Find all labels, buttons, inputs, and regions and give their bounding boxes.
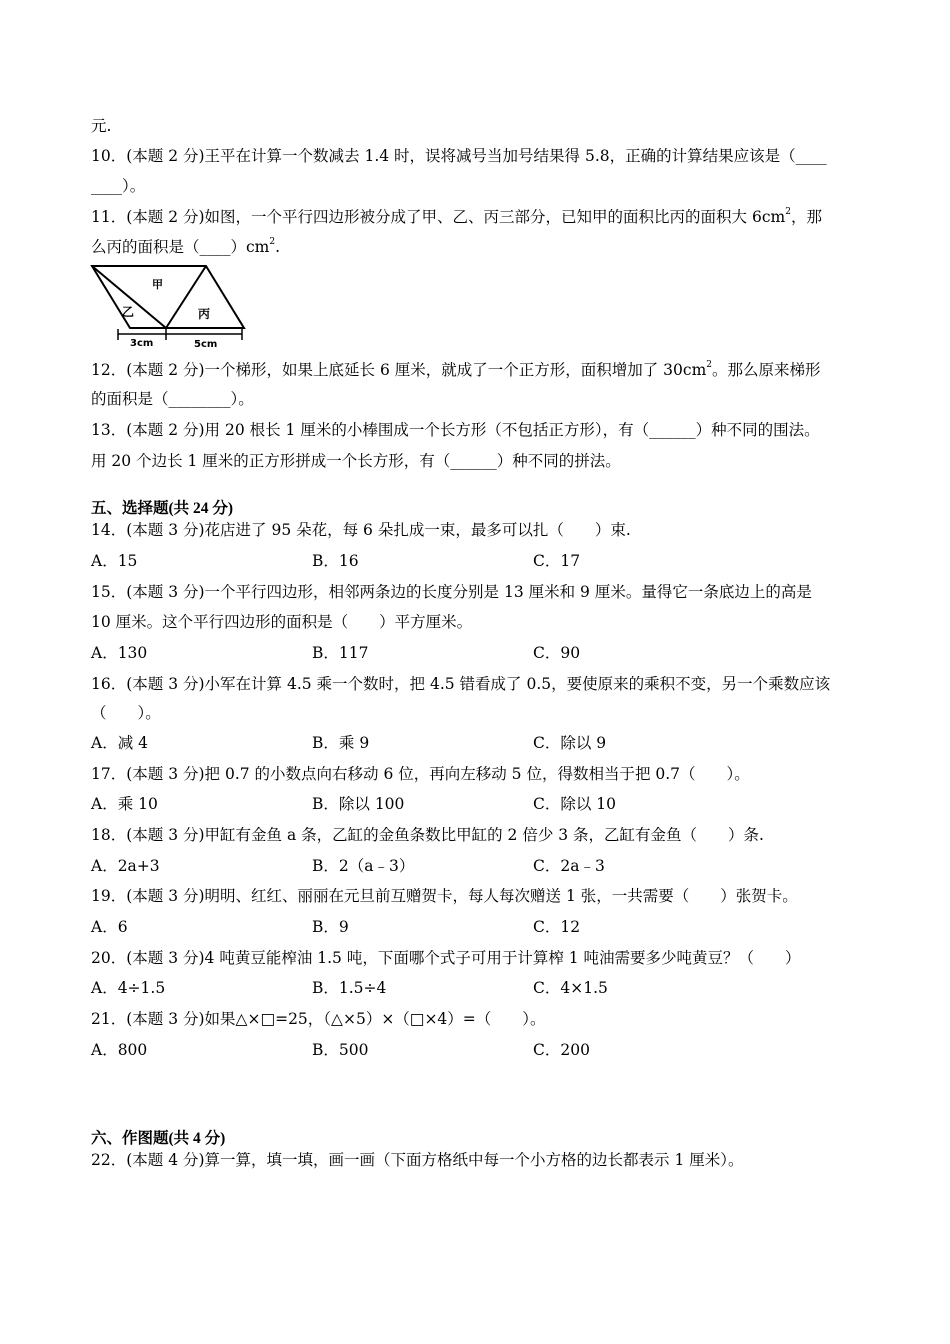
- q17-option-b: B．除以 100: [312, 795, 405, 813]
- parallelogram-figure: [90, 264, 250, 356]
- q15-line1: 15．(本题 3 分)一个平行四边形，相邻两条边的长度分别是 13 厘米和 9 厘米。量得它一条底边上的高是: [91, 583, 812, 601]
- q18-text: 18．(本题 3 分)甲缸有金鱼 a 条，乙缸的金鱼条数比甲缸的 2 倍少 3 条，乙缸有金鱼（ ）条.: [91, 826, 764, 844]
- q14-option-a: A．15: [91, 552, 138, 570]
- q18-option-a: A．2a+3: [91, 857, 160, 875]
- q18-option-b: B．2（a﹣3）: [312, 857, 415, 875]
- q21-option-c: C．200: [533, 1041, 590, 1059]
- q11-sup1: 2: [785, 207, 791, 217]
- q20-text: 20．(本题 3 分)4 吨黄豆能榨油 1.5 吨，下面哪个式子可用于计算榨 1 吨油需要多少吨黄豆？（ ）: [91, 949, 801, 967]
- continued-text: 元.: [91, 117, 112, 135]
- q19-option-a: A．6: [91, 918, 128, 936]
- q12-sup1: 2: [706, 360, 713, 370]
- q19-option-c: C．12: [533, 918, 581, 936]
- q10-line1: 10．(本题 2 分)王平在计算一个数减去 1.4 时，误将减号当加号结果得 5.8，正确的计算结果应该是（____: [91, 147, 827, 165]
- q10-line2: ____）。: [91, 177, 146, 195]
- q19-option-b: B．9: [312, 918, 349, 936]
- q14-option-b: B．16: [312, 552, 359, 570]
- q17-text: 17．(本题 3 分)把 0.7 的小数点向右移动 6 位，再向左移动 5 位，得数相当于把 0.7（ ）。: [91, 765, 750, 783]
- q11-line1: [91, 207, 822, 227]
- q15-line2: 10 厘米。这个平行四边形的面积是（ ）平方厘米。: [91, 613, 473, 631]
- q12-line2: 的面积是（________）。: [91, 390, 254, 408]
- q11-text-a: 11．(本题 2 分)如图，一个平行四边形被分成了甲、乙、丙三部分，已知甲的面积比丙的面积大 6cm: [91, 208, 786, 226]
- q21-text: 21．(本题 3 分)如果△×□=25，（△×5）×（□×4）=（ ）。: [91, 1010, 546, 1028]
- q11-text-c: 么丙的面积是（____）cm: [91, 238, 270, 256]
- label-yi: 乙: [122, 305, 135, 319]
- q11-text-d: .: [275, 238, 281, 256]
- q15-option-b: B．117: [312, 644, 369, 662]
- label-jia: 甲: [152, 278, 163, 291]
- q12-line1: [91, 360, 821, 380]
- q21-option-b: B．500: [312, 1041, 369, 1059]
- q20-option-c: C．4×1.5: [533, 979, 608, 997]
- q16-line2: （ ）。: [91, 704, 161, 722]
- q16-line1: 16．(本题 3 分)小军在计算 4.5 乘一个数时，把 4.5 错看成了 0.5，要使原来的乘积不变，另一个乘数应该: [91, 675, 831, 693]
- q17-option-a: A．乘 10: [91, 795, 158, 813]
- q13-line2: 用 20 个边长 1 厘米的正方形拼成一个长方形，有（______）种不同的拼法。: [91, 452, 621, 470]
- q16-option-a: A．减 4: [91, 734, 148, 752]
- section5-title: 五、选择题(共 24 分): [91, 500, 234, 517]
- q11-sup2: 2: [269, 237, 276, 247]
- q22-text: 22．(本题 4 分)算一算，填一填，画一画（下面方格纸中每一个小方格的边长都表示 1 厘米）。: [91, 1151, 744, 1169]
- q21-option-a: A．800: [91, 1041, 148, 1059]
- dim-right-label: 5cm: [194, 339, 218, 350]
- parallelogram-outline: [92, 266, 244, 328]
- q14-text: 14．(本题 3 分)花店进了 95 朵花，每 6 朵扎成一束，最多可以扎（ ）束.: [91, 521, 631, 539]
- q12-text-a: 12．(本题 2 分)一个梯形，如果上底延长 6 厘米，就成了一个正方形，面积增加了 30cm: [91, 361, 707, 379]
- section6-title: 六、作图题(共 4 分): [91, 1130, 226, 1147]
- q12-text-b: 。那么原来梯形: [712, 361, 821, 379]
- q11-line2: [91, 237, 280, 257]
- q16-option-c: C．除以 9: [533, 734, 607, 752]
- q15-option-a: A．130: [91, 644, 148, 662]
- q17-option-c: C．除以 10: [533, 795, 617, 813]
- q11-text-b: ，那: [790, 208, 822, 226]
- q16-option-b: B．乘 9: [312, 734, 370, 752]
- q18-option-c: C．2a﹣3: [533, 857, 605, 875]
- q14-option-c: C．17: [533, 552, 581, 570]
- dim-left-label: 3cm: [130, 338, 154, 349]
- q13-line1: 13．(本题 2 分)用 20 根长 1 厘米的小棒围成一个长方形（不包括正方形），有（______）种不同的围法。: [91, 421, 820, 439]
- q19-text: 19．(本题 3 分)明明、红红、丽丽在元旦前互赠贺卡，每人每次赠送 1 张，一共需要（ ）张贺卡。: [91, 887, 798, 905]
- q15-option-c: C．90: [533, 644, 581, 662]
- label-bing: 丙: [198, 307, 211, 321]
- q20-option-a: A．4÷1.5: [91, 979, 166, 997]
- q20-option-b: B．1.5÷4: [312, 979, 387, 997]
